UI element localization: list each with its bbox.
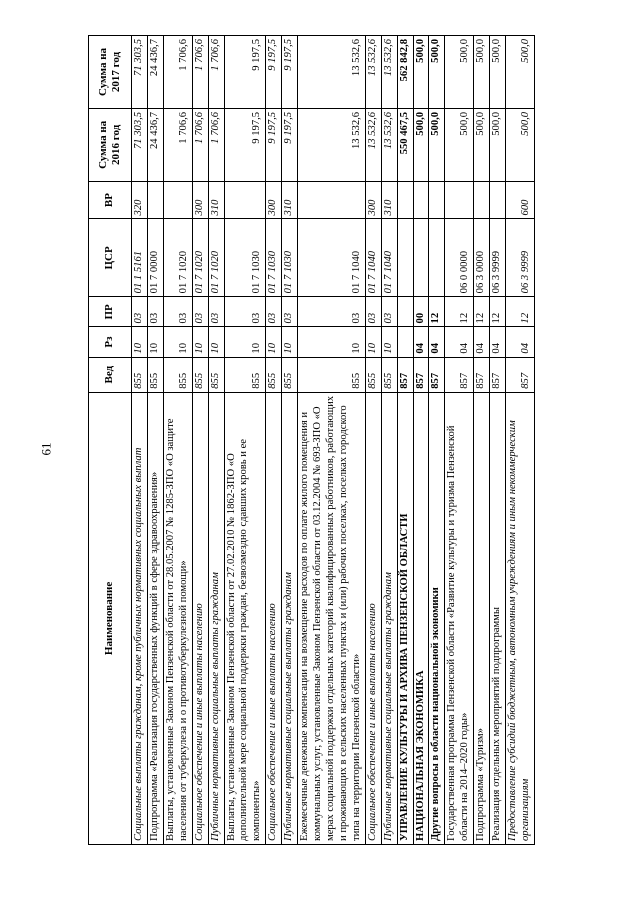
cell-rz: 10	[163, 327, 192, 357]
cell-ved: 855	[132, 357, 148, 392]
cell-ved: 855	[266, 357, 282, 392]
cell-vr	[224, 181, 266, 219]
cell-pr: 03	[381, 297, 397, 327]
cell-sum-2016: 9 197,5	[266, 108, 282, 181]
cell-pr: 03	[192, 297, 208, 327]
cell-name: Реализация отдельных мероприятий подпрограммы	[490, 392, 506, 844]
cell-name: Социальное обеспечение и иные выплаты населению	[266, 392, 282, 844]
cell-sum-2016: 500,0	[445, 108, 474, 181]
table-row	[266, 36, 282, 845]
header-ved: Вед	[89, 357, 132, 392]
cell-vr	[490, 181, 506, 219]
cell-vr: 310	[282, 181, 298, 219]
cell-rz: 10	[147, 327, 163, 357]
cell-name: Выплаты, установленные Законом Пензенской области от 27.02.2010 № 1862-ЗПО «О дополнительной мере социальной поддержки граждан, безвозмездно сдавших кровь и ее компоненты»	[224, 392, 266, 844]
header-name: Наименование	[89, 392, 132, 844]
cell-csr: 06 3 9999	[490, 219, 506, 297]
cell-sum-2017: 13 532,6	[298, 36, 366, 109]
cell-sum-2017: 1 706,6	[208, 36, 224, 109]
cell-csr: 01 7 1030	[266, 219, 282, 297]
cell-name: Социальное обеспечение и иные выплаты населению	[192, 392, 208, 844]
cell-pr: 12	[490, 297, 506, 327]
cell-vr	[397, 181, 413, 219]
cell-sum-2017: 9 197,5	[224, 36, 266, 109]
table-row	[282, 36, 298, 845]
cell-name: Подпрограмма «Реализация государственных функций в сфере здравоохранения»	[147, 392, 163, 844]
table-row	[397, 36, 413, 845]
cell-sum-2016: 1 706,6	[208, 108, 224, 181]
cell-csr: 06 3 0000	[474, 219, 490, 297]
header-rz: Рз	[89, 327, 132, 357]
cell-name: Публичные нормативные социальные выплаты гражданам	[208, 392, 224, 844]
cell-vr	[445, 181, 474, 219]
table-row	[413, 36, 429, 845]
cell-rz: 04	[413, 327, 429, 357]
cell-sum-2016: 500,0	[506, 108, 535, 181]
rotated-page-content	[88, 35, 588, 845]
cell-ved: 857	[506, 357, 535, 392]
table-row	[132, 36, 148, 845]
cell-ved: 855	[192, 357, 208, 392]
cell-ved: 855	[381, 357, 397, 392]
cell-name: Социальное обеспечение и иные выплаты населению	[365, 392, 381, 844]
cell-sum-2017: 9 197,5	[266, 36, 282, 109]
cell-ved: 855	[163, 357, 192, 392]
cell-ved: 855	[147, 357, 163, 392]
cell-sum-2016: 9 197,5	[224, 108, 266, 181]
cell-rz: 10	[298, 327, 366, 357]
cell-sum-2016: 24 436,7	[147, 108, 163, 181]
cell-sum-2017: 500,0	[474, 36, 490, 109]
cell-vr	[298, 181, 366, 219]
cell-ved: 857	[429, 357, 445, 392]
cell-vr: 300	[365, 181, 381, 219]
cell-rz: 10	[192, 327, 208, 357]
cell-csr	[397, 219, 413, 297]
cell-sum-2016: 71 303,5	[132, 108, 148, 181]
cell-rz: 10	[224, 327, 266, 357]
table-row	[490, 36, 506, 845]
table-body	[132, 36, 535, 845]
cell-ved: 855	[365, 357, 381, 392]
cell-pr: 03	[282, 297, 298, 327]
table-row	[365, 36, 381, 845]
cell-sum-2017: 500,0	[429, 36, 445, 109]
cell-rz: 10	[132, 327, 148, 357]
cell-vr	[163, 181, 192, 219]
cell-name: Ежемесячные денежные компенсации на возмещение расходов по оплате жилого помещения и коммунальных услуг, установленные Законом Пензенской области от 03.12.2004 № 693-ЗПО «О мерах социальной поддержки отдельных категорий квалифицированных работников, работающих и проживающих в сельских населенных пунктах и (или) рабочих поселках, поселках городского типа на территории Пензенской области»	[298, 392, 366, 844]
cell-sum-2017: 71 303,5	[132, 36, 148, 109]
cell-sum-2017: 9 197,5	[282, 36, 298, 109]
cell-vr	[413, 181, 429, 219]
cell-csr	[429, 219, 445, 297]
cell-csr: 01 7 1030	[224, 219, 266, 297]
cell-sum-2016: 500,0	[490, 108, 506, 181]
table-row	[506, 36, 535, 845]
cell-vr: 300	[192, 181, 208, 219]
cell-sum-2017: 500,0	[490, 36, 506, 109]
cell-csr: 01 7 1020	[192, 219, 208, 297]
cell-name: Государственная программа Пензенской области «Развитие культуры и туризма Пензенской области на 2014–2020 годы»	[445, 392, 474, 844]
cell-name: УПРАВЛЕНИЕ КУЛЬТУРЫ И АРХИВА ПЕНЗЕНСКОЙ ОБЛАСТИ	[397, 392, 413, 844]
cell-csr: 01 7 1020	[163, 219, 192, 297]
header-sum-2017: Сумма на 2017 год	[89, 36, 132, 109]
cell-vr: 310	[381, 181, 397, 219]
cell-rz: 04	[474, 327, 490, 357]
cell-name: Подпрограмма «Туризм»	[474, 392, 490, 844]
cell-pr: 03	[132, 297, 148, 327]
cell-name: Социальные выплаты гражданам, кроме публичных нормативных социальных выплат	[132, 392, 148, 844]
cell-sum-2016: 500,0	[429, 108, 445, 181]
cell-vr	[429, 181, 445, 219]
table-row	[224, 36, 266, 845]
cell-ved: 857	[445, 357, 474, 392]
header-pr: ПР	[89, 297, 132, 327]
cell-sum-2016: 13 532,6	[365, 108, 381, 181]
cell-sum-2016: 550 467,5	[397, 108, 413, 181]
cell-sum-2017: 1 706,6	[163, 36, 192, 109]
cell-csr: 01 7 0000	[147, 219, 163, 297]
cell-pr: 12	[474, 297, 490, 327]
cell-sum-2017: 1 706,6	[192, 36, 208, 109]
table-header-row	[89, 36, 132, 845]
cell-sum-2017: 13 532,6	[381, 36, 397, 109]
cell-rz: 10	[282, 327, 298, 357]
cell-ved: 855	[208, 357, 224, 392]
cell-pr: 00	[413, 297, 429, 327]
cell-csr	[413, 219, 429, 297]
table-row	[381, 36, 397, 845]
cell-pr: 12	[506, 297, 535, 327]
cell-vr: 320	[132, 181, 148, 219]
cell-pr: 03	[266, 297, 282, 327]
cell-csr: 01 7 1040	[298, 219, 366, 297]
cell-rz: 04	[445, 327, 474, 357]
cell-ved: 857	[397, 357, 413, 392]
table-row	[208, 36, 224, 845]
cell-csr: 01 7 1040	[381, 219, 397, 297]
header-csr: ЦСР	[89, 219, 132, 297]
header-vr: ВР	[89, 181, 132, 219]
cell-csr: 01 7 1030	[282, 219, 298, 297]
cell-rz: 04	[490, 327, 506, 357]
cell-sum-2017: 500,0	[413, 36, 429, 109]
cell-pr: 03	[298, 297, 366, 327]
cell-csr: 06 0 0000	[445, 219, 474, 297]
table-row	[298, 36, 366, 845]
cell-sum-2017: 562 842,8	[397, 36, 413, 109]
cell-rz: 10	[381, 327, 397, 357]
cell-csr: 01 7 1020	[208, 219, 224, 297]
cell-rz: 10	[266, 327, 282, 357]
table-row	[445, 36, 474, 845]
cell-pr: 03	[163, 297, 192, 327]
cell-csr: 01 7 1040	[365, 219, 381, 297]
cell-sum-2017: 500,0	[445, 36, 474, 109]
cell-csr: 01 1 5161	[132, 219, 148, 297]
cell-pr: 03	[147, 297, 163, 327]
cell-vr	[474, 181, 490, 219]
cell-pr: 12	[429, 297, 445, 327]
page-number: 61	[38, 442, 54, 456]
cell-rz: 10	[365, 327, 381, 357]
cell-vr: 300	[266, 181, 282, 219]
cell-sum-2016: 1 706,6	[163, 108, 192, 181]
cell-ved: 857	[474, 357, 490, 392]
cell-ved: 855	[282, 357, 298, 392]
table-row	[147, 36, 163, 845]
cell-sum-2017: 24 436,7	[147, 36, 163, 109]
cell-name: Публичные нормативные социальные выплаты гражданам	[381, 392, 397, 844]
cell-pr: 12	[445, 297, 474, 327]
cell-ved: 855	[298, 357, 366, 392]
table-row	[429, 36, 445, 845]
cell-rz: 10	[208, 327, 224, 357]
cell-name: Выплаты, установленные Законом Пензенской области от 28.05.2007 № 1285-ЗПО «О защите населения от туберкулеза и о противотуберкулезной помощи»	[163, 392, 192, 844]
cell-sum-2016: 9 197,5	[282, 108, 298, 181]
cell-name: Другие вопросы в области национальной экономики	[429, 392, 445, 844]
header-sum-2016: Сумма на 2016 год	[89, 108, 132, 181]
cell-rz: 04	[506, 327, 535, 357]
table-row	[474, 36, 490, 845]
cell-pr	[397, 297, 413, 327]
cell-ved: 857	[413, 357, 429, 392]
table-row	[163, 36, 192, 845]
cell-sum-2017: 13 532,6	[365, 36, 381, 109]
cell-sum-2016: 13 532,6	[381, 108, 397, 181]
table-row	[192, 36, 208, 845]
cell-vr: 600	[506, 181, 535, 219]
budget-table	[88, 35, 535, 845]
cell-pr: 03	[208, 297, 224, 327]
cell-sum-2017: 500,0	[506, 36, 535, 109]
cell-rz	[397, 327, 413, 357]
cell-sum-2016: 13 532,6	[298, 108, 366, 181]
cell-pr: 03	[224, 297, 266, 327]
cell-rz: 04	[429, 327, 445, 357]
cell-sum-2016: 500,0	[413, 108, 429, 181]
cell-sum-2016: 1 706,6	[192, 108, 208, 181]
cell-name: Предоставление субсидий бюджетным, автономным учреждениям и иным некоммерческим организациям	[506, 392, 535, 844]
cell-ved: 855	[224, 357, 266, 392]
cell-ved: 857	[490, 357, 506, 392]
cell-vr	[147, 181, 163, 219]
cell-csr: 06 3 9999	[506, 219, 535, 297]
cell-vr: 310	[208, 181, 224, 219]
cell-name: НАЦИОНАЛЬНАЯ ЭКОНОМИКА	[413, 392, 429, 844]
cell-pr: 03	[365, 297, 381, 327]
cell-name: Публичные нормативные социальные выплаты гражданам	[282, 392, 298, 844]
cell-sum-2016: 500,0	[474, 108, 490, 181]
